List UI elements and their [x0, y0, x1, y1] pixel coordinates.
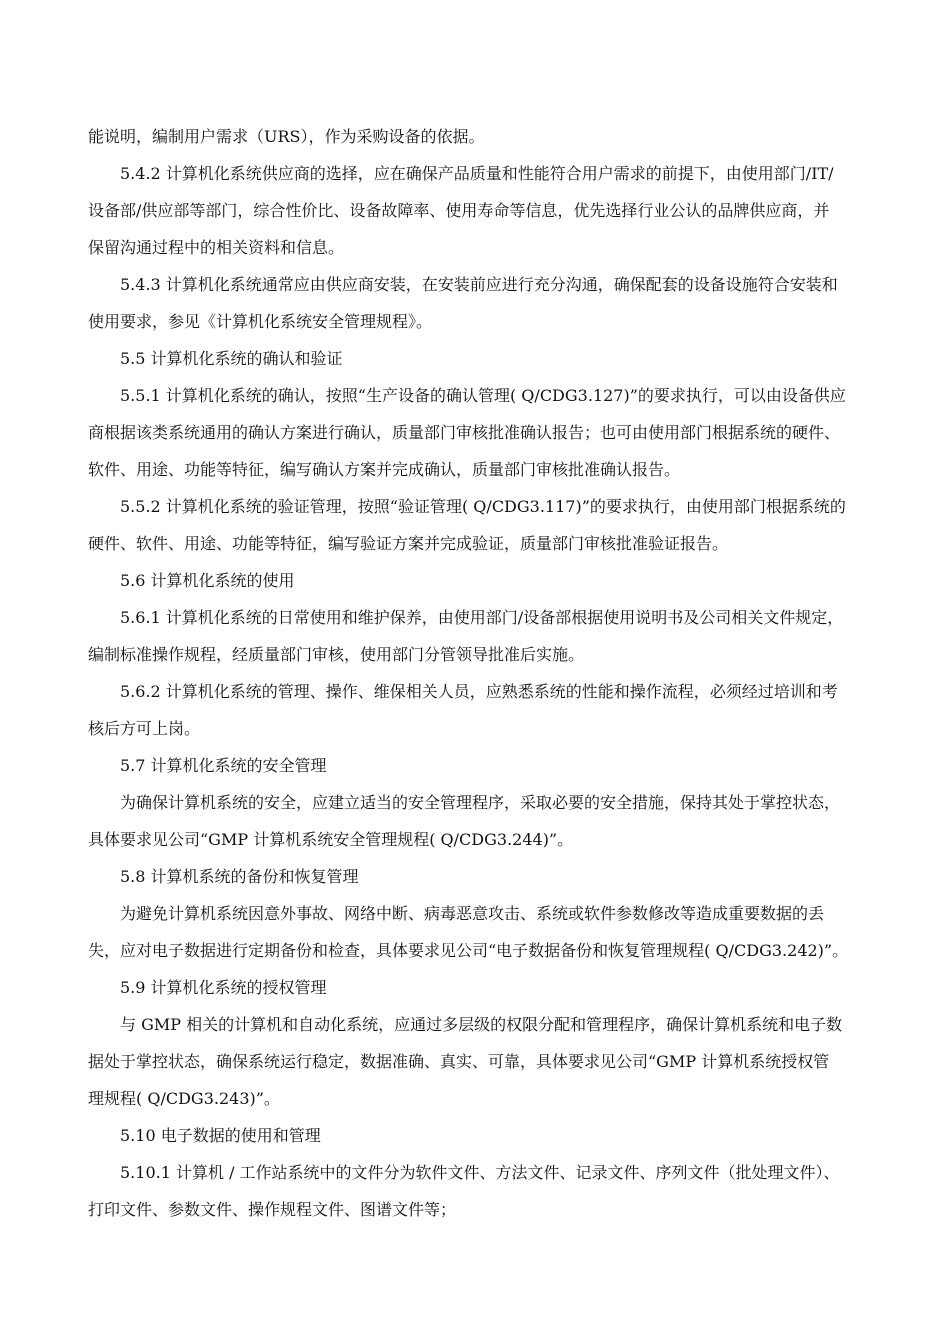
- section-heading: 5.5 计算机化系统的确认和验证: [120, 349, 343, 368]
- text-line: 5.5.1 计算机化系统的确认，按照“生产设备的确认管理( Q/CDG3.127)”的要求执行，可以由设备供应: [120, 386, 846, 405]
- text-line: 编制标准操作规程，经质量部门审核，使用部门分管领导批准后实施。: [88, 645, 585, 664]
- text-line: 5.4.3 计算机化系统通常应由供应商安装，在安装前应进行充分沟通，确保配套的设备设施符合安装和: [120, 275, 838, 294]
- text-line: 核后方可上岗。: [88, 719, 201, 738]
- text-line: 5.6.2 计算机化系统的管理、操作、维保相关人员，应熟悉系统的性能和操作流程，必须经过培训和考: [120, 682, 838, 701]
- text-line: 能说明，编制用户需求（URS），作为采购设备的依据。: [88, 127, 485, 146]
- section-heading: 5.10 电子数据的使用和管理: [120, 1126, 321, 1145]
- text-line: 商根据该类系统通用的确认方案进行确认，质量部门审核批准确认报告；也可由使用部门根据系统的硬件、: [88, 423, 841, 442]
- text-line: 具体要求见公司“GMP 计算机系统安全管理规程( Q/CDG3.244)”。: [88, 830, 574, 849]
- section-heading: 5.9 计算机化系统的授权管理: [120, 978, 327, 997]
- text-line: 保留沟通过程中的相关资料和信息。: [88, 238, 345, 257]
- text-line: 5.5.2 计算机化系统的验证管理，按照“验证管理( Q/CDG3.117)”的要求执行，由使用部门根据系统的: [120, 497, 846, 516]
- text-line: 硬件、软件、用途、功能等特征，编写验证方案并完成验证，质量部门审核批准验证报告。: [88, 534, 729, 553]
- section-heading: 5.6 计算机化系统的使用: [120, 571, 295, 590]
- text-line: 打印文件、参数文件、操作规程文件、图谱文件等；: [88, 1200, 457, 1219]
- section-heading: 5.8 计算机系统的备份和恢复管理: [120, 867, 359, 886]
- text-line: 据处于掌控状态，确保系统运行稳定，数据准确、真实、可靠，具体要求见公司“GMP 计算机系统授权管: [88, 1052, 830, 1071]
- text-line: 失，应对电子数据进行定期备份和检查，具体要求见公司“电子数据备份和恢复管理规程( Q/CDG3.242)”。: [88, 941, 849, 960]
- text-line: 为确保计算机系统的安全，应建立适当的安全管理程序，采取必要的安全措施，保持其处于掌控状态，: [120, 793, 841, 812]
- text-line: 为避免计算机系统因意外事故、网络中断、病毒恶意攻击、系统或软件参数修改等造成重要数据的丢: [120, 904, 825, 923]
- text-line: 设备部/供应部等部门，综合性价比、设备故障率、使用寿命等信息，优先选择行业公认的品牌供应商，并: [88, 201, 830, 220]
- text-line: 5.10.1 计算机 / 工作站系统中的文件分为软件文件、方法文件、记录文件、序列文件（批处理文件）、: [120, 1163, 840, 1182]
- document-page: [88, 118, 866, 1228]
- text-line: 使用要求，参见《计算机化系统安全管理规程》。: [88, 312, 433, 331]
- section-heading: 5.7 计算机化系统的安全管理: [120, 756, 327, 775]
- text-line: 5.6.1 计算机化系统的日常使用和维护保养，由使用部门/设备部根据使用说明书及公司相关文件规定，: [120, 608, 844, 627]
- text-line: 理规程( Q/CDG3.243)”。: [88, 1089, 280, 1108]
- text-line: 软件、用途、功能等特征，编写确认方案并完成确认，质量部门审核批准确认报告。: [88, 460, 681, 479]
- text-line: 与 GMP 相关的计算机和自动化系统，应通过多层级的权限分配和管理程序，确保计算机系统和电子数: [120, 1015, 843, 1034]
- text-line: 5.4.2 计算机化系统供应商的选择，应在确保产品质量和性能符合用户需求的前提下，由使用部门/IT/: [120, 164, 834, 183]
